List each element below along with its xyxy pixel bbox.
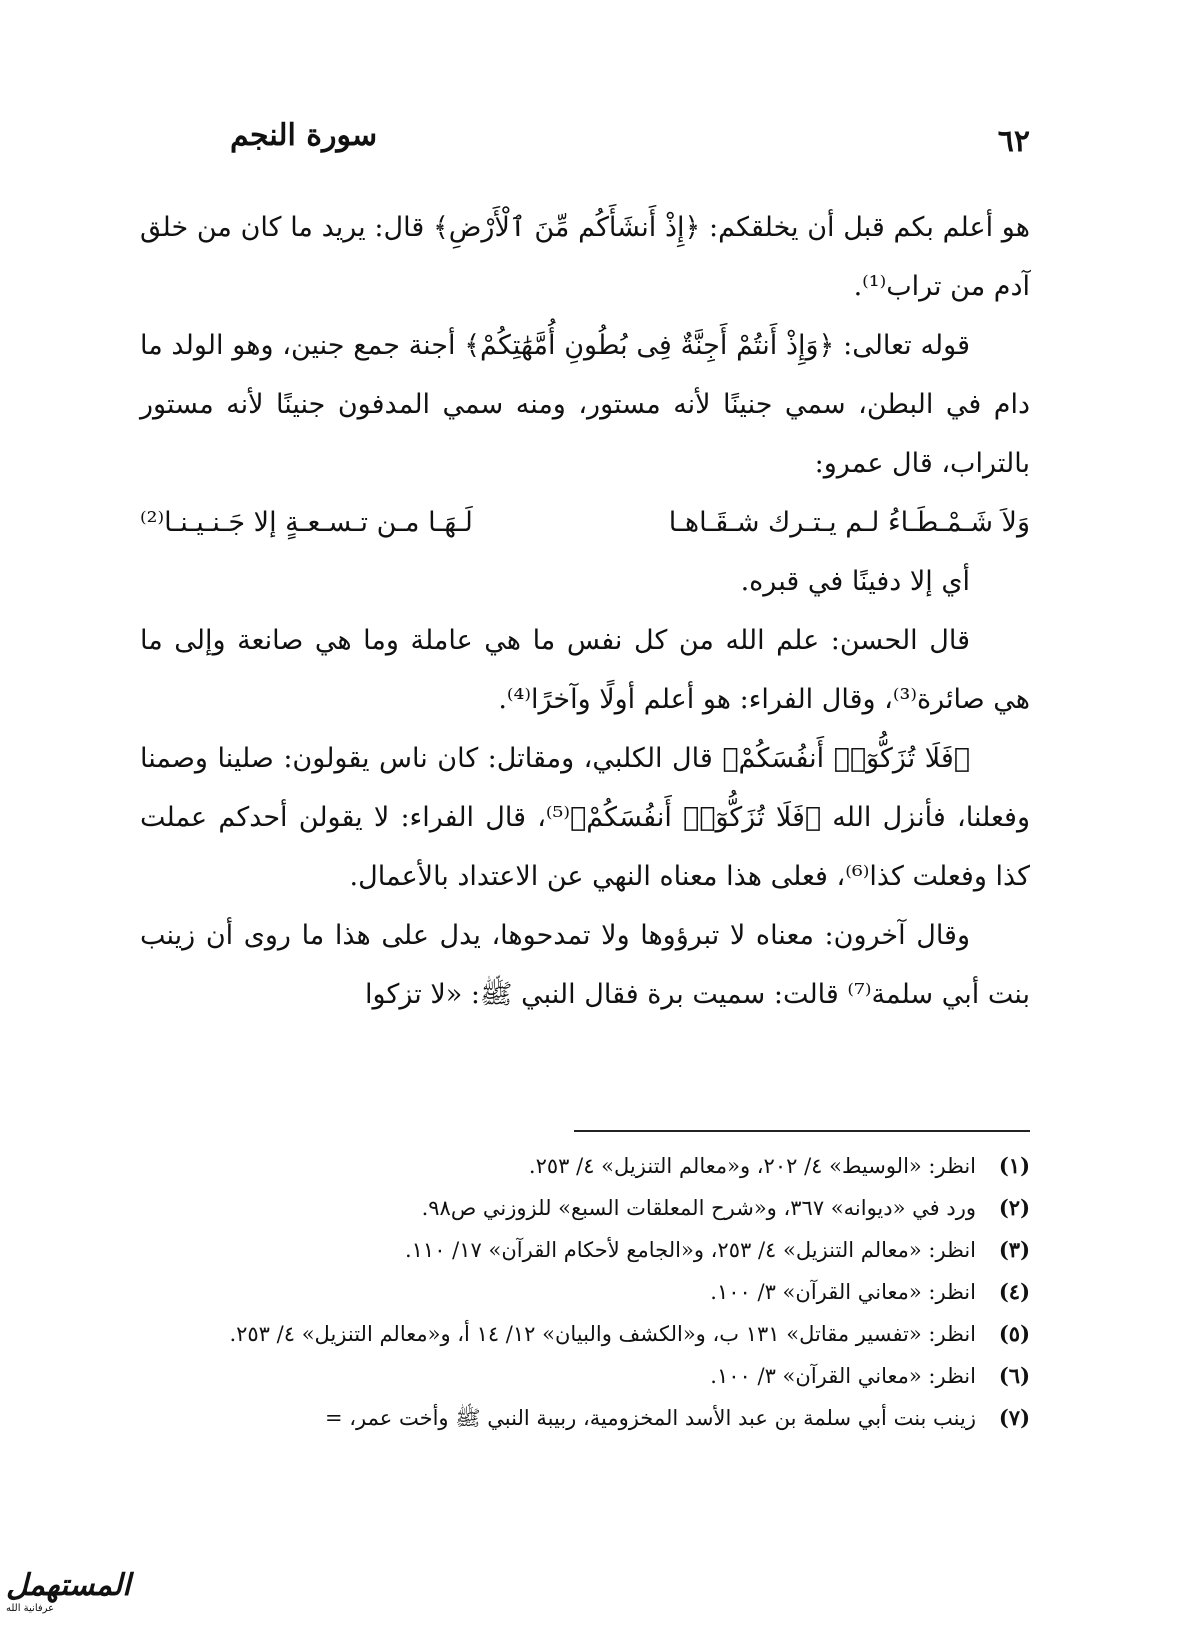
footnote-text: انظر: «الوسيط» ٤/ ٢٠٢، و«معالم التنزيل» ٤/ ٢٥٣. <box>528 1154 976 1178</box>
surah-title: سورة النجم <box>230 118 378 153</box>
footnotes <box>140 1145 1030 1439</box>
watermark-text: المستهمل <box>6 1568 131 1603</box>
footnote-text: انظر: «تفسير مقاتل» ١٣١ ب، و«الكشف والبيان» ١٢/ ١٤ أ، و«معالم التنزيل» ٤/ ٢٥٣. <box>229 1322 976 1346</box>
footnote-number: (٤) <box>998 1279 1030 1304</box>
paragraph-1: هو أعلم بكم قبل أن يخلقكم: ﴿إِذْ أَنشَأَكُم مِّنَ ٱلْأَرْضِ﴾ قال: يريد ما كان من خلق آدم من تراب⁽¹⁾. <box>140 212 1030 302</box>
paragraph-5: ﴿فَلَا تُزَكُّوٓا۟ أَنفُسَكُمْ﴾ قال الكلبي، ومقاتل: كان ناس يقولون: صلينا وصمنا وفعلنا، فأنزل الله ﴿فَلَا تُزَكُّوٓا۟ أَنفُسَكُمْ﴾⁽⁵⁾، قال الفراء: لا يقولن أحدكم عملت كذا وفعلت كذا⁽⁶⁾، فعلى هذا معناه النهي عن الاعتداد بالأعمال. <box>140 743 1031 892</box>
watermark-subtext: عرفانية الله <box>6 1603 55 1614</box>
footnote-item <box>140 1229 1030 1271</box>
footnote-text: انظر: «معالم التنزيل» ٤/ ٢٥٣، و«الجامع لأحكام القرآن» ١٧/ ١١٠. <box>404 1238 976 1262</box>
footnote-number: (٧) <box>998 1405 1030 1430</box>
page-number: ٦٢ <box>997 124 1030 159</box>
footnote-item <box>140 1355 1030 1397</box>
paragraph-3: أي إلا دفينًا في قبره. <box>740 566 970 597</box>
footnote-divider <box>574 1130 1030 1132</box>
footnote-item <box>140 1187 1030 1229</box>
footnote-number: (٣) <box>998 1237 1030 1262</box>
footnote-text: ورد في «ديوانه» ٣٦٧، و«شرح المعلقات السبع» للزوزني ص٩٨. <box>421 1196 976 1220</box>
footnote-item <box>140 1271 1030 1313</box>
footnote-number: (١) <box>998 1153 1030 1178</box>
main-text <box>140 198 1030 1024</box>
watermark-logo <box>6 1568 131 1630</box>
footnote-text: انظر: «معاني القرآن» ٣/ ١٠٠. <box>710 1364 976 1388</box>
verse-hemistich-first: وَلاَ شَـمْـطَـاءُ لـم يـتـرك شـقَـاهـا <box>668 507 1030 538</box>
footnote-item <box>140 1313 1030 1355</box>
verse-hemistich-second: لَـهَـا مـن تـسـعـةٍ إلا جَـنـيـنـا⁽²⁾ <box>140 507 473 538</box>
footnote-number: (٦) <box>998 1363 1030 1388</box>
footnote-item <box>140 1145 1030 1187</box>
footnote-number: (٢) <box>998 1195 1030 1220</box>
footnote-text: انظر: «معاني القرآن» ٣/ ١٠٠. <box>710 1280 976 1304</box>
paragraph-4: قال الحسن: علم الله من كل نفس ما هي عاملة وما هي صانعة وإلى ما هي صائرة⁽³⁾، وقال الفراء: هو أعلم أولًا وآخرًا⁽⁴⁾. <box>140 625 1030 715</box>
page-header <box>140 118 1030 168</box>
footnote-number: (٥) <box>998 1321 1030 1346</box>
paragraph-2: قوله تعالى: ﴿وَإِذْ أَنتُمْ أَجِنَّةٌ فِى بُطُونِ أُمَّهَٰتِكُمْ﴾ أجنة جمع جنين، وهو الولد ما دام في البطن، سمي جنينًا لأنه مستور، ومنه سمي المدفون جنينًا لأنه مستور بالتراب، قال عمرو: <box>140 330 1030 479</box>
paragraph-6: وقال آخرون: معناه لا تبرؤوها ولا تمدحوها، يدل على هذا ما روى أن زينب بنت أبي سلمة⁽⁷⁾ قالت: سميت برة فقال النبي ﷺ: «لا تزكوا <box>140 920 1030 1010</box>
footnote-text: زينب بنت أبي سلمة بن عبد الأسد المخزومية، ربيبة النبي ﷺ وأخت عمر، = <box>325 1406 976 1430</box>
footnote-item <box>140 1397 1030 1439</box>
poetry-verse <box>140 493 1030 552</box>
